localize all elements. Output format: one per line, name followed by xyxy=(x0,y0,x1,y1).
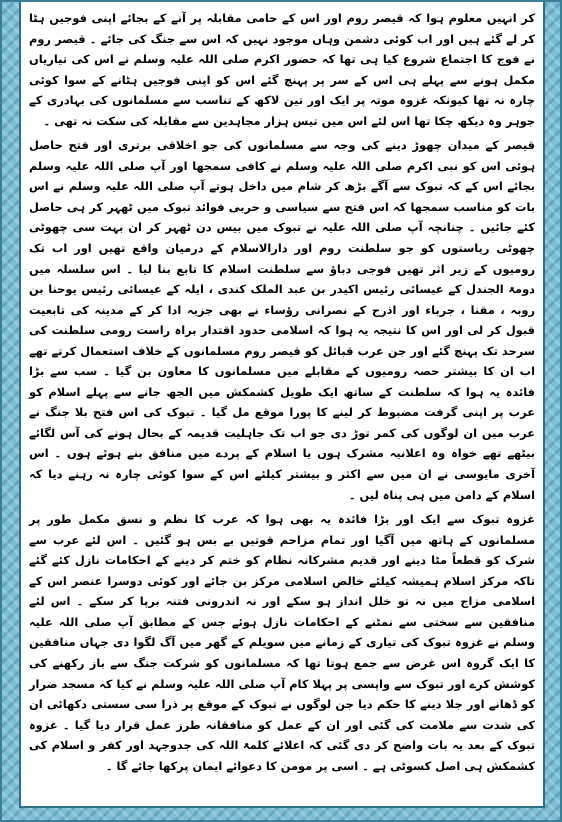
paragraph-2: قیصر کے میدان چھوڑ دینے کی وجہ سے مسلمانوں کی جو اخلاقی برتری اور فتح حاصل ہوئی اس کو نبی اکرم صلی اللہ علیہ وسلم نے کافی سمجھا اور آپ صلی اللہ علیہ وسلم بجائے اس کے کہ تبوک سے آگے بڑھ کر شام میں داخل ہوتے آپ صلی اللہ علیہ وسلم نے اس بات کو مناسب سمجھا کہ اس فتح سے سیاسی و حربی فوائد تبوک میں ٹھہر کر ہی حاصل کئے جائیں ۔ چنانچہ آپ صلی اللہ علیہ نے تبوک میں بیس دن ٹھہر کر ان بہت سی چھوٹی چھوٹی ریاستوں کو جو سلطنت روم اور دارالاسلام کے درمیان واقع تھیں اور اب تک رومیوں کے زیر اثر تھیں فوجی دباؤ سے سلطنت اسلام کا تابع بنا لیا ۔ اس سلسلہ میں دومۃ الجندل کے عیسائی رئیس اکیدر بن عبد الملک کندی ، ایلہ کے عیسائی رئیس یوحنا بن روبہ ، مقنا ، جرباء اور اذرح کے نصرانی رؤساء نے بھی جزیہ ادا کر کے مدینہ کی تابعیت قبول کر لی اور اس کا نتیجہ یہ ہوا کہ اسلامی حدود اقتدار براہ راست رومی سلطنت کی سرحد تک پہنچ گئے اور جن عرب قبائل کو قیصر روم مسلمانوں کے خلاف استعمال کرتے تھے اب ان کا بیشتر حصہ رومیوں کے مقابلے میں مسلمانوں کا معاون بن گیا ۔ سب سے بڑا فائدہ یہ ہوا کہ سلطنت کے ساتھ ایک طویل کشمکش میں الجھ جانے سے پہلے اسلام کو عرب پر اپنی گرفت مضبوط کر لینے کا پورا موقع مل گیا ۔ تبوک کی اس فتح بلا جنگ نے عرب میں ان لوگوں کی کمر توڑ دی جو اب تک جاہلیت قدیمہ کے بحال ہونے کی آس لگائے بیٹھے تھے خواہ وہ اعلانیہ مشرک ہوں یا اسلام کے پردے میں منافق بنے ہوئے ہوں ۔ اس آخری مایوسی نے ان میں سے اکثر و بیشتر کیلئے اس کے سوا کوئی چارہ نہ رہنے دیا کہ اسلام کے دامن میں ہی پناہ لیں ۔ xyxy=(29,138,535,502)
paragraph-1: کر انہیں معلوم ہوا کہ قیصر روم اور اس کے حامی مقابلہ پر آنے کے بجائے اپنی فوجیں ہٹا کر لے گئے ہیں اور اب کوئی دشمن وہاں موجود نہیں کہ اس سے جنگ کی جائے ۔ قیصر روم نے فوج کا اجتماع شروع کیا ہی تھا کہ حضور اکرم صلی اللہ علیہ وسلم نے اس کی تیاریاں مکمل ہونے سے پہلے ہی اس کے سر پر پہنچ گئے اس کو اپنی فوجیں ہٹانے کے سوا کوئی چارہ نہ تھا کیونکہ غزوہ موتہ پر ایک اور تین لاکھ کے تناسب سے مسلمانوں کی بہادری کے جوہر وہ دیکھ چکا تھا اس لئے اس میں تیس ہزار مجاہدین سے مقابلہ کی سکت نہ تھی ۔ xyxy=(29,11,535,128)
article-body xyxy=(29,8,535,776)
document-page xyxy=(19,2,545,808)
paragraph-3: غزوہ تبوک سے ایک اور بڑا فائدہ یہ بھی ہوا کہ عرب کا نظم و نسق مکمل طور پر مسلمانوں کے ہاتھ میں آگیا اور تمام مزاحم قوتیں بے بس ہو گئیں ۔ اس لئے عرب سے شرک کو قطعاً مٹا دینے اور قدیم مشرکانہ نظام کو ختم کر دینے کے احکامات نازل کئے گئے تاکہ مرکز اسلام ہمیشہ کیلئے خالص اسلامی مرکز بن جائے اور کوئی دوسرا عنصر اس کے اسلامی مزاج میں نہ تو خلل انداز ہو سکے اور نہ اندرونی فتنہ برپا کر سکے ۔ اس لئے منافقین سے سختی سے نمٹنے کے احکامات نازل ہوئے جس کے مطابق آپ صلی اللہ علیہ وسلم نے غزوہ تبوک کی تیاری کے زمانے میں سویلم کے گھر میں آگ لگوا دی جہاں منافقین کا ایک گروہ اس غرض سے جمع ہوتا تھا کہ مسلمانوں کو شرکت جنگ سے باز رکھنے کی کوشش کرے اور تبوک سے واپسی پر پہلا کام آپ صلی اللہ علیہ وسلم نے کیا کہ مسجد ضرار کو ڈھانے اور جلا دینے کا حکم دیا جن لوگوں نے تبوک کے موقع پر ذرا سی سستی دکھائی ان کی شدت سے ملامت کی گئی اور ان کے عمل کو منافقانہ طرز عمل قرار دیا گیا ۔ غزوہ تبوک کے بعد یہ بات واضح کر دی گئی کہ اعلائے کلمۃ اللہ کی جدوجہد اور کفر و اسلام کی کشمکش ہی اصل کسوٹی ہے ۔ اسی پر مومن کا دعوائے ایمان پرکھا جائے گا ۔ xyxy=(29,512,535,773)
